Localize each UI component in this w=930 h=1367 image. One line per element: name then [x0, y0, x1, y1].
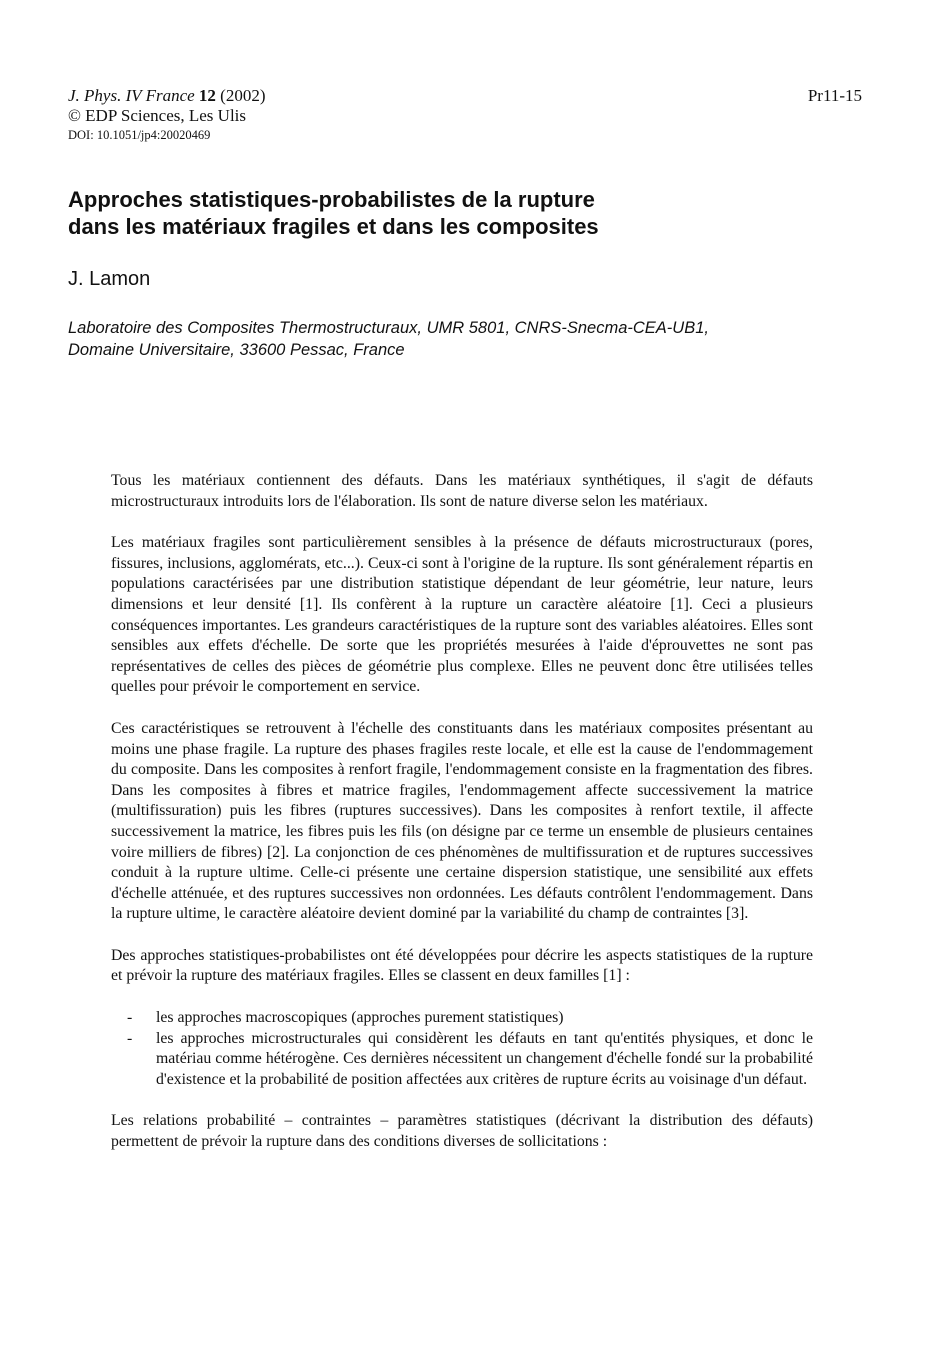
author-name: J. Lamon: [68, 268, 151, 290]
doi-line: DOI: 10.1051/jp4:20020469: [68, 128, 211, 142]
paragraph-1: Tous les matériaux contiennent des défauts. Dans les matériaux synthétiques, il s'agit de défauts microstructuraux introduits lors de l'élaboration. Ils sont de nature diverse selon les matériaux.: [111, 472, 813, 510]
list-item-text: les approches macroscopiques (approches purement statistiques): [156, 1009, 564, 1027]
approach-list: [111, 1008, 813, 1090]
paragraph-2: Les matériaux fragiles sont particulièrement sensibles à la présence de défauts microstructuraux (pores, fissures, inclusions, agglomérats, etc...). Ceux-ci sont à l'origine de la rupture. Ils sont généralement répartis en populations caractérisées par une distribution statistique dépendant de leur géométrie, leur nature, leurs dimensions et leur densité [1]. Ils confèrent à la rupture un caractère aléatoire [1]. Ceci a plusieurs conséquences importantes. Les grandeurs caractéristiques de la rupture sont des variables aléatoires. Elles sont sensibles aux effets d'échelle. De sorte que les propriétés mesurées à l'aide d'éprouvettes ne sont pas représentatives de celles des pièces de géométrie plus complexe. Elles ne peuvent donc être utilisées telles quelles pour prévoir le comportement en service.: [111, 534, 813, 696]
journal-volume: 12: [198, 86, 216, 105]
title-line-1: Approches statistiques-probabilistes de la rupture: [68, 187, 595, 212]
list-item-text: les approches microstructurales qui considèrent les défauts en tant qu'entités physiques, et donc le matériau comme hétérogène. Ces dernières nécessitent un changement d'échelle fondé sur la probabilité d'existence et la probabilité de position affectées aux critères de rupture écrits au voisinage d'un défaut.: [156, 1029, 813, 1088]
bullet-dash: -: [127, 1029, 133, 1047]
publisher-line: © EDP Sciences, Les Ulis: [68, 106, 247, 125]
paragraph-4: Des approches statistiques-probabilistes ont été développées pour décrire les aspects statistiques de la rupture et prévoir la rupture des matériaux fragiles. Elles se classent en deux familles [1] :: [111, 946, 813, 985]
affiliation-line-2: Domaine Universitaire, 33600 Pessac, France: [68, 341, 405, 359]
journal-header: [68, 86, 266, 144]
paragraph-5: Les relations probabilité – contraintes – paramètres statistiques (décrivant la distribution des défauts) permettent de prévoir la rupture dans des conditions diverses de sollicitations :: [111, 1112, 813, 1151]
author-affiliation: [68, 317, 709, 361]
paragraph-3: Ces caractéristiques se retrouvent à l'échelle des constituants dans les matériaux composites présentant au moins une phase fragile. La rupture des phases fragiles reste locale, et elle est la cause de l'endommagement du composite. Dans les composites à renfort fragile, l'endommagement consiste en la fragmentation des fibres. Dans les composites à fibres et matrice fragiles, l'endommagement affecte successivement la matrice (multifissuration) puis les fibres (ruptures successives). Dans les composites à renfort textile, il affecte successivement la matrice, les fibres puis les fils (on désigne par ce terme un ensemble de plusieurs centaines voire milliers de fibres) [2]. La conjonction de ces phénomènes de multifissuration et de ruptures successives conduit à la rupture ultime. Celle-ci présente une certaine dispersion statistique, une sensibilité aux effets d'échelle atténuée, et des ruptures successives non ordonnées. Les défauts contrôlent l'endommagement. Dans la rupture ultime, le caractère aléatoire devient dominé par la variabilité du champ de contraintes [3].: [111, 719, 813, 923]
journal-year: (2002): [220, 86, 266, 105]
article-body: [111, 471, 813, 1174]
bullet-dash: -: [127, 1009, 133, 1027]
list-item: [111, 1008, 813, 1029]
title-line-2: dans les matériaux fragiles et dans les composites: [68, 214, 599, 239]
list-item: [111, 1029, 813, 1091]
journal-abbrev: J. Phys. IV France: [68, 86, 195, 105]
page-number: Pr11-15: [807, 86, 862, 105]
affiliation-line-1: Laboratoire des Composites Thermostructuraux, UMR 5801, CNRS-Snecma-CEA-UB1,: [68, 319, 709, 337]
article-title: [68, 186, 868, 240]
journal-citation: [68, 86, 266, 106]
